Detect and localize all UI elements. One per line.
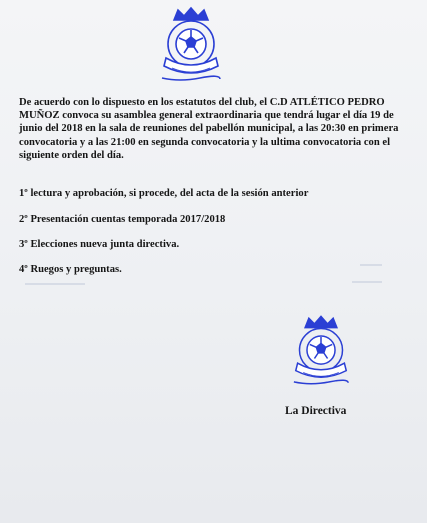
bleed-through-mark — [352, 281, 382, 283]
bleed-through-mark — [25, 283, 85, 285]
intro-text-start: De acuerdo con lo dispuesto en los estatutos del club, el — [19, 97, 270, 108]
agenda-item-1: 1º lectura y aprobación, si procede, del acta de la sesión anterior — [19, 188, 309, 199]
signature-text: La Directiva — [285, 405, 347, 417]
club-crest-icon — [292, 314, 350, 388]
club-crest-icon — [160, 6, 222, 84]
intro-text-end: convoca su asamblea general extraordinaria que tendrá lugar el día 19 de junio del 2018 en la sala de reuniones del pabellón municipal, a las 20:30 en primera convocatoria y a las 21:00 en segunda convocatoria y la ultima convocatoria con el siguiente orden del día. — [19, 110, 399, 161]
agenda-item-2: 2º Presentación cuentas temporada 2017/2018 — [19, 214, 226, 225]
agenda-item-3: 3º Elecciones nueva junta directiva. — [19, 239, 180, 250]
bleed-through-mark — [360, 264, 382, 266]
club-name: C.D ATLÉTICO PEDRO MUÑOZ — [19, 97, 385, 122]
intro-paragraph — [19, 96, 411, 162]
agenda-item-4: 4º Ruegos y preguntas. — [19, 264, 122, 275]
